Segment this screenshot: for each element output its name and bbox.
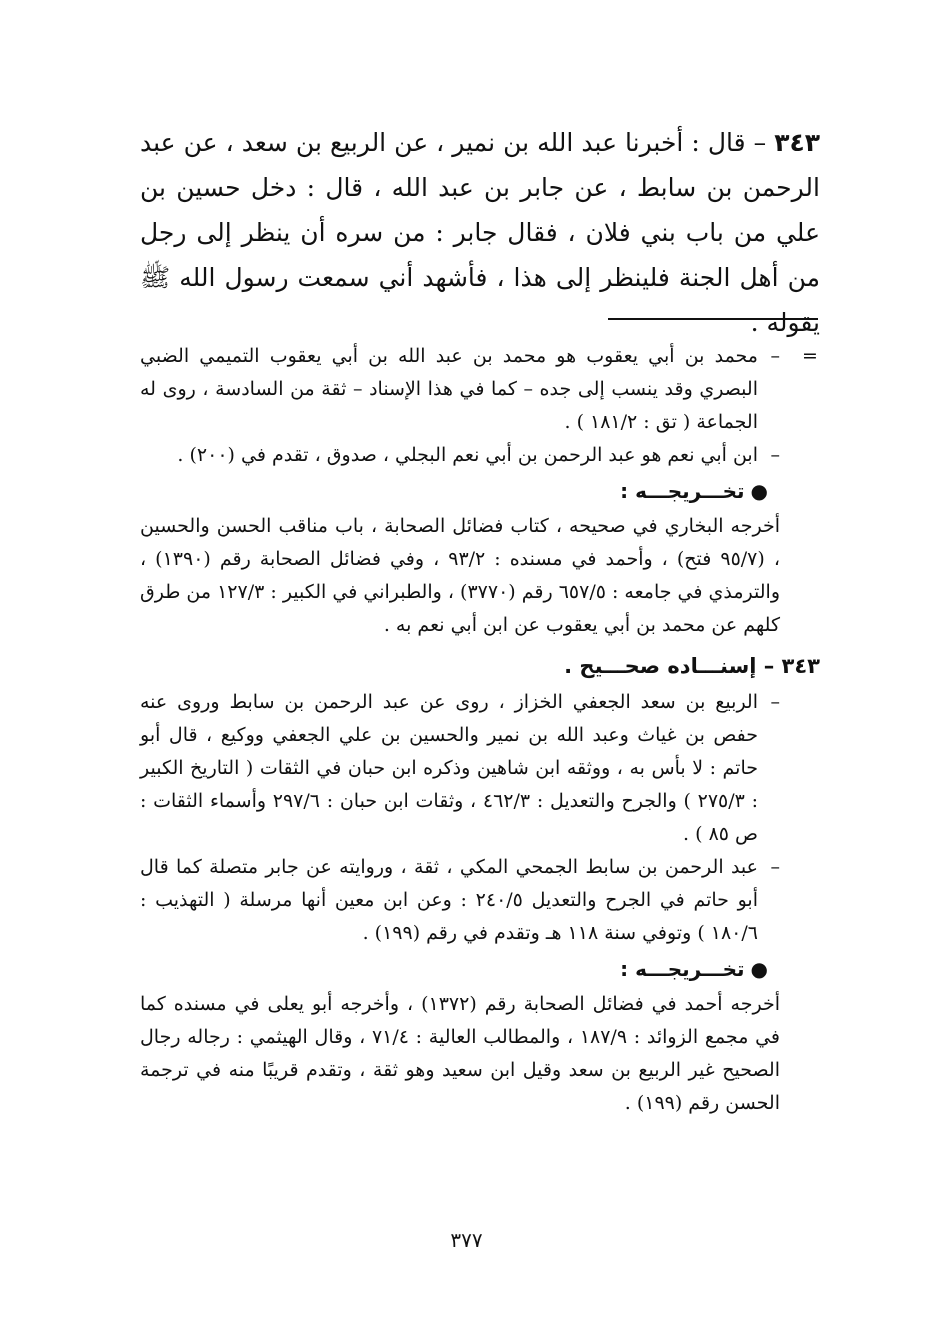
- bullet-icon: ●: [750, 957, 768, 981]
- dash-marker: –: [770, 856, 780, 878]
- footnote-separator: [608, 318, 818, 320]
- narrator-note: [140, 439, 820, 472]
- isnad-grade: [140, 646, 820, 686]
- bullet-icon: ●: [750, 479, 768, 503]
- narrator-note: [140, 340, 820, 439]
- narrator-note: [140, 851, 820, 950]
- takhrij-heading: [140, 950, 820, 988]
- dash-marker: –: [770, 345, 780, 367]
- narrator-note-text: محمد بن أبي يعقوب هو محمد بن عبد الله بن أبي يعقوب التميمي الضبي البصري وقد ينسب إلى جده – كما في هذا الإسناد – ثقة من السادسة ، روى له الجماعة ( تق : ١٨١/٢ ) .: [140, 345, 758, 433]
- dash-marker: –: [770, 691, 780, 713]
- narrator-note-text: الربيع بن سعد الجعفي الخزاز ، روى عن عبد الرحمن بن سابط وروى عنه حفص بن غياث وعبد الله بن نمير والحسين بن علي الجعفي ووكيع ، قال أبو حاتم : لا بأس به ، ووثقه ابن شاهين وذكره ابن حبان في الثقات ( التاريخ الكبير : ٢٧٥/٣ ) والجرح والتعديل : ٤٦٢/٣ ، وثقات ابن حبان : ٢٩٧/٦ وأسماء الثقات : ص ٨٥ ) .: [140, 691, 758, 845]
- dash-marker: –: [770, 444, 780, 466]
- footnotes: [140, 340, 820, 1124]
- takhrij-heading: [140, 472, 820, 510]
- page-number: ٣٧٧: [450, 1228, 483, 1252]
- takhrij-paragraph: أخرجه البخاري في صحيحه ، كتاب فضائل الصحابة ، باب مناقب الحسن والحسين ، (٩٥/٧ فتح) ، وأحمد في مسنده : ٩٣/٢ ، وفي فضائل الصحابة رقم (١٣٩٠) ، والترمذي في جامعه : ٦٥٧/٥ رقم (٣٧٧٠) ، والطبراني في الكبير : ١٢٧/٣ من طرق كلهم عن محمد بن أبي يعقوب عن ابن أبي نعم به .: [140, 515, 780, 636]
- narrator-note: [140, 686, 820, 851]
- takhrij-heading-label: تخـــريجـــه :: [620, 957, 745, 981]
- hadith-body: – قال : أخبرنا عبد الله بن نمير ، عن الربيع بن سعد ، عن عبد الرحمن بن سابط ، عن جابر بن عبد الله ، قال : دخل حسين بن علي من باب بني فلان ، فقال جابر : من سره أن ينظر إلى رجل من أهل الجنة فلينظر إلى هذا ، فأشهد أني سمعت رسول الله ﷺ يقوله .: [140, 128, 820, 337]
- grade-number: ٣٤٣: [781, 654, 820, 678]
- hadith-number: ٣٤٣: [774, 128, 821, 157]
- narrator-note-text: عبد الرحمن بن سابط الجمحي المكي ، ثقة ، وروايته عن جابر متصلة كما قال أبو حاتم في الجرح والتعديل ٢٤٠/٥ : وعن ابن معين أنها مرسلة ( التهذيب : ١٨٠/٦ ) وتوفي سنة ١١٨ هـ وتقدم في رقم (١٩٩) .: [140, 856, 759, 944]
- narrator-note-text: ابن أبي نعم هو عبد الرحمن بن أبي نعم البجلي ، صدوق ، تقدم في (٢٠٠) .: [177, 444, 758, 466]
- grade-label: – إسنـــاده صحـــيح .: [564, 654, 775, 678]
- takhrij-heading-label: تخـــريجـــه :: [620, 479, 745, 503]
- takhrij-paragraph: أخرجه أحمد في فضائل الصحابة رقم (١٣٧٢) ، وأخرجه أبو يعلى في مسنده كما في مجمع الزوائد : ١٨٧/٩ ، والمطالب العالية : ٧١/٤ ، وقال الهيثمي : رجاله رجال الصحيح غير الربيع بن سعد وقيل ابن سعيد وهو ثقة ، وتقدم قريبًا منه في ترجمة الحسن رقم (١٩٩) .: [140, 993, 780, 1114]
- continuation-mark: =: [802, 345, 818, 367]
- hadith-text: [140, 120, 820, 345]
